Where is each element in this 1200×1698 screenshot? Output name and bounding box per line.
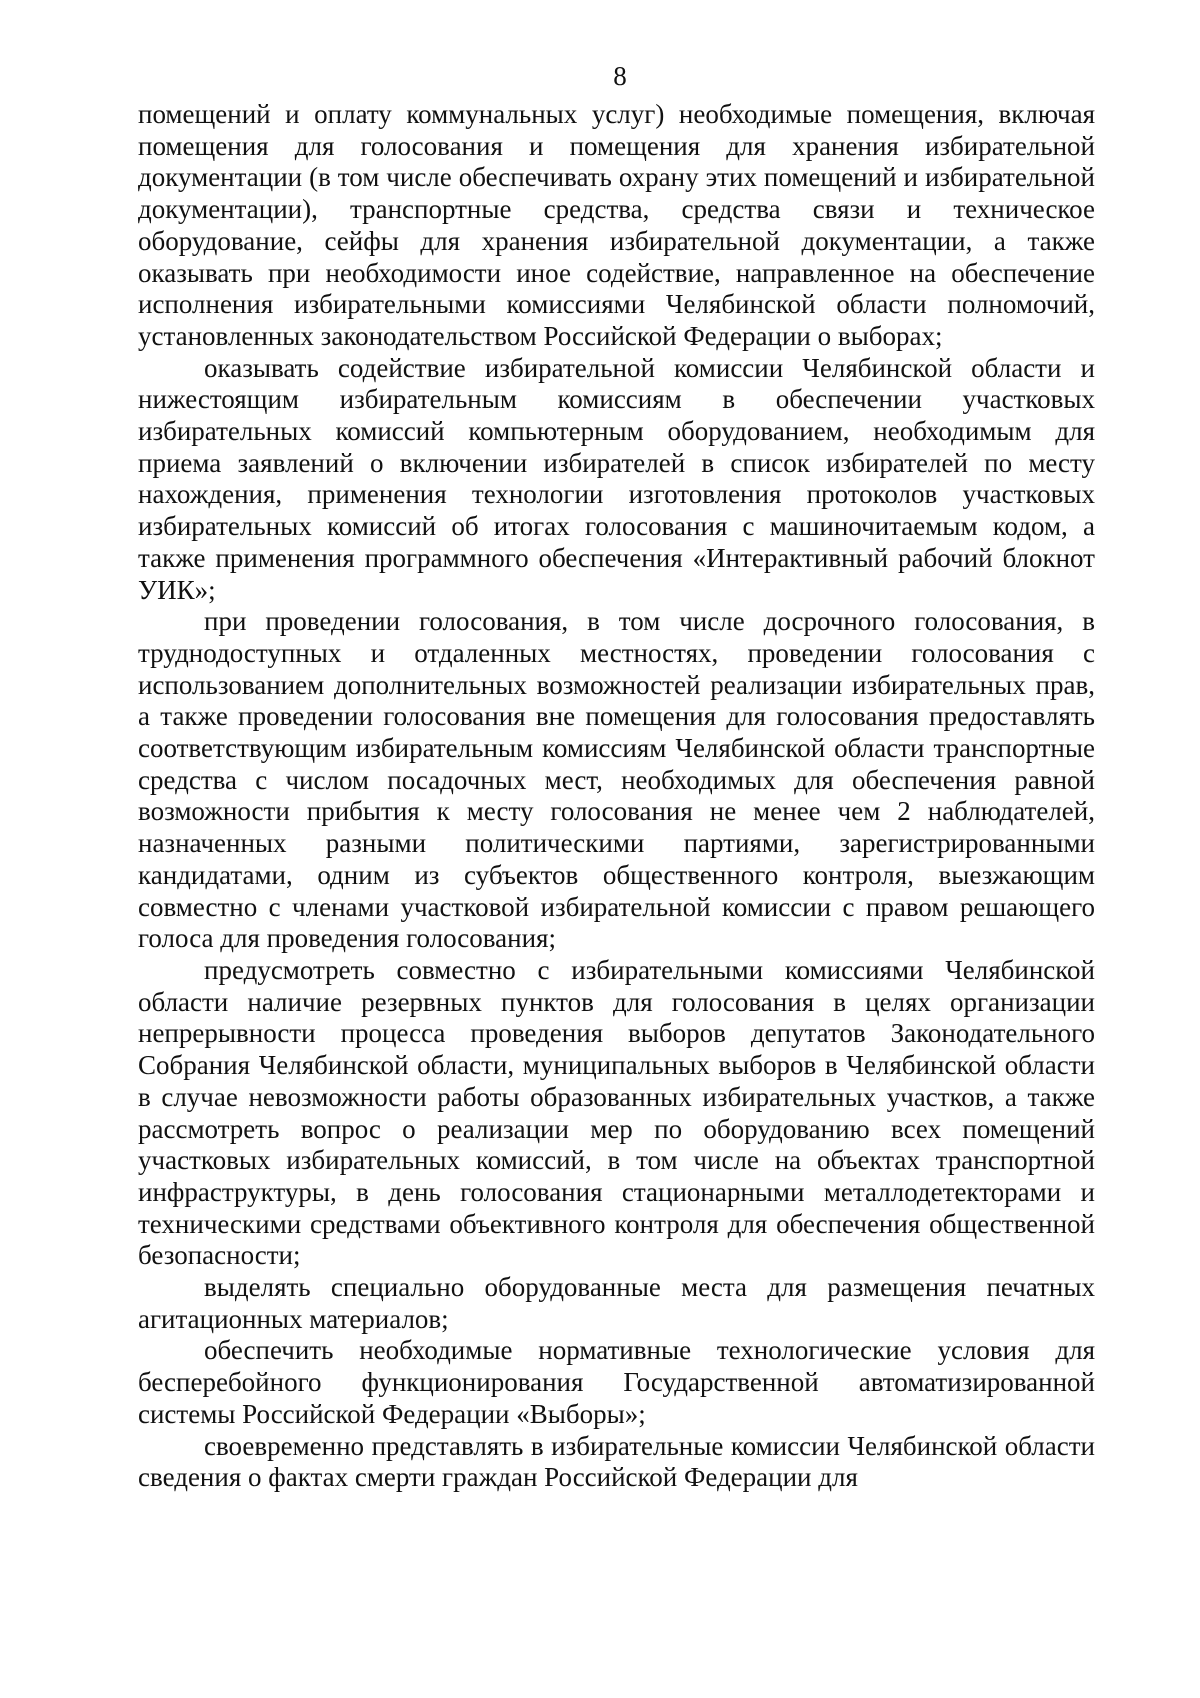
document-body [138,99,1095,1494]
paragraph-reserve-points: предусмотреть совместно с избирательными комиссиями Челябинской области наличие резервных пунктов для голосования в целях организации непрерывности процесса проведения выборов депутатов Законодательного Собрания Челябинской области, муниципальных выборов в Челябинской области в случае невозможности работы образованных избирательных участков, а также рассмотреть вопрос о реализации мер по оборудованию всех помещений участковых избирательных комиссий, в том числе на объектах транспортной инфраструктуры, в день голосования стационарными металлодетекторами и техническими средствами объективного контроля для обеспечения общественной безопасности; [138,954,1095,1271]
paragraph-computer-equipment: оказывать содействие избирательной комиссии Челябинской области и нижестоящим избирательным комиссиям в обеспечении участковых избирательных комиссий компьютерным оборудованием, необходимым для приема заявлений о включении избирателей в список избирателей по месту нахождения, применения технологии изготовления протоколов участковых избирательных комиссий об итогах голосования с машиночитаемым кодом, а также применения программного обеспечения «Интерактивный рабочий блокнот УИК»; [138,352,1095,605]
paragraph-campaign-places: выделять специально оборудованные места для размещения печатных агитационных материалов; [138,1272,1095,1334]
paragraph-death-records: своевременно представлять в избирательные комиссии Челябинской области сведения о фактах смерти граждан Российской Федерации для [138,1430,1095,1493]
paragraph-continuation: помещений и оплату коммунальных услуг) необходимые помещения, включая помещения для голосования и помещения для хранения избирательной документации (в том числе обеспечивать охрану этих помещений и избирательной документации), транспортные средства, средства связи и техническое оборудование, сейфы для хранения избирательной документации, а также оказывать при необходимости иное содействие, направленное на обеспечение исполнения избирательными комиссиями Челябинской области полномочий, установленных законодательством Российской Федерации о выборах; [138,99,1095,351]
page-number: 8 [613,61,627,91]
paragraph-transport-provision: при проведении голосования, в том числе досрочного голосования, в труднодоступных и отдаленных местностях, проведении голосования с использованием дополнительных возможностей реализации избирательных прав, а также проведении голосования вне помещения для голосования предоставлять соответствующим избирательным комиссиям Челябинской области транспортные средства с числом посадочных мест, необходимых для обеспечения равной возможности прибытия к месту голосования не менее чем 2 наблюдателей, назначенных разными политическими партиями, зарегистрированными кандидатами, одним из субъектов общественного контроля, выезжающим совместно с членами участковой избирательной комиссии с правом решающего голоса для проведения голосования; [138,606,1095,954]
paragraph-gas-vybory: обеспечить необходимые нормативные технологические условия для бесперебойного функционирования Государственной автоматизированной системы Российской Федерации «Выборы»; [138,1335,1095,1429]
